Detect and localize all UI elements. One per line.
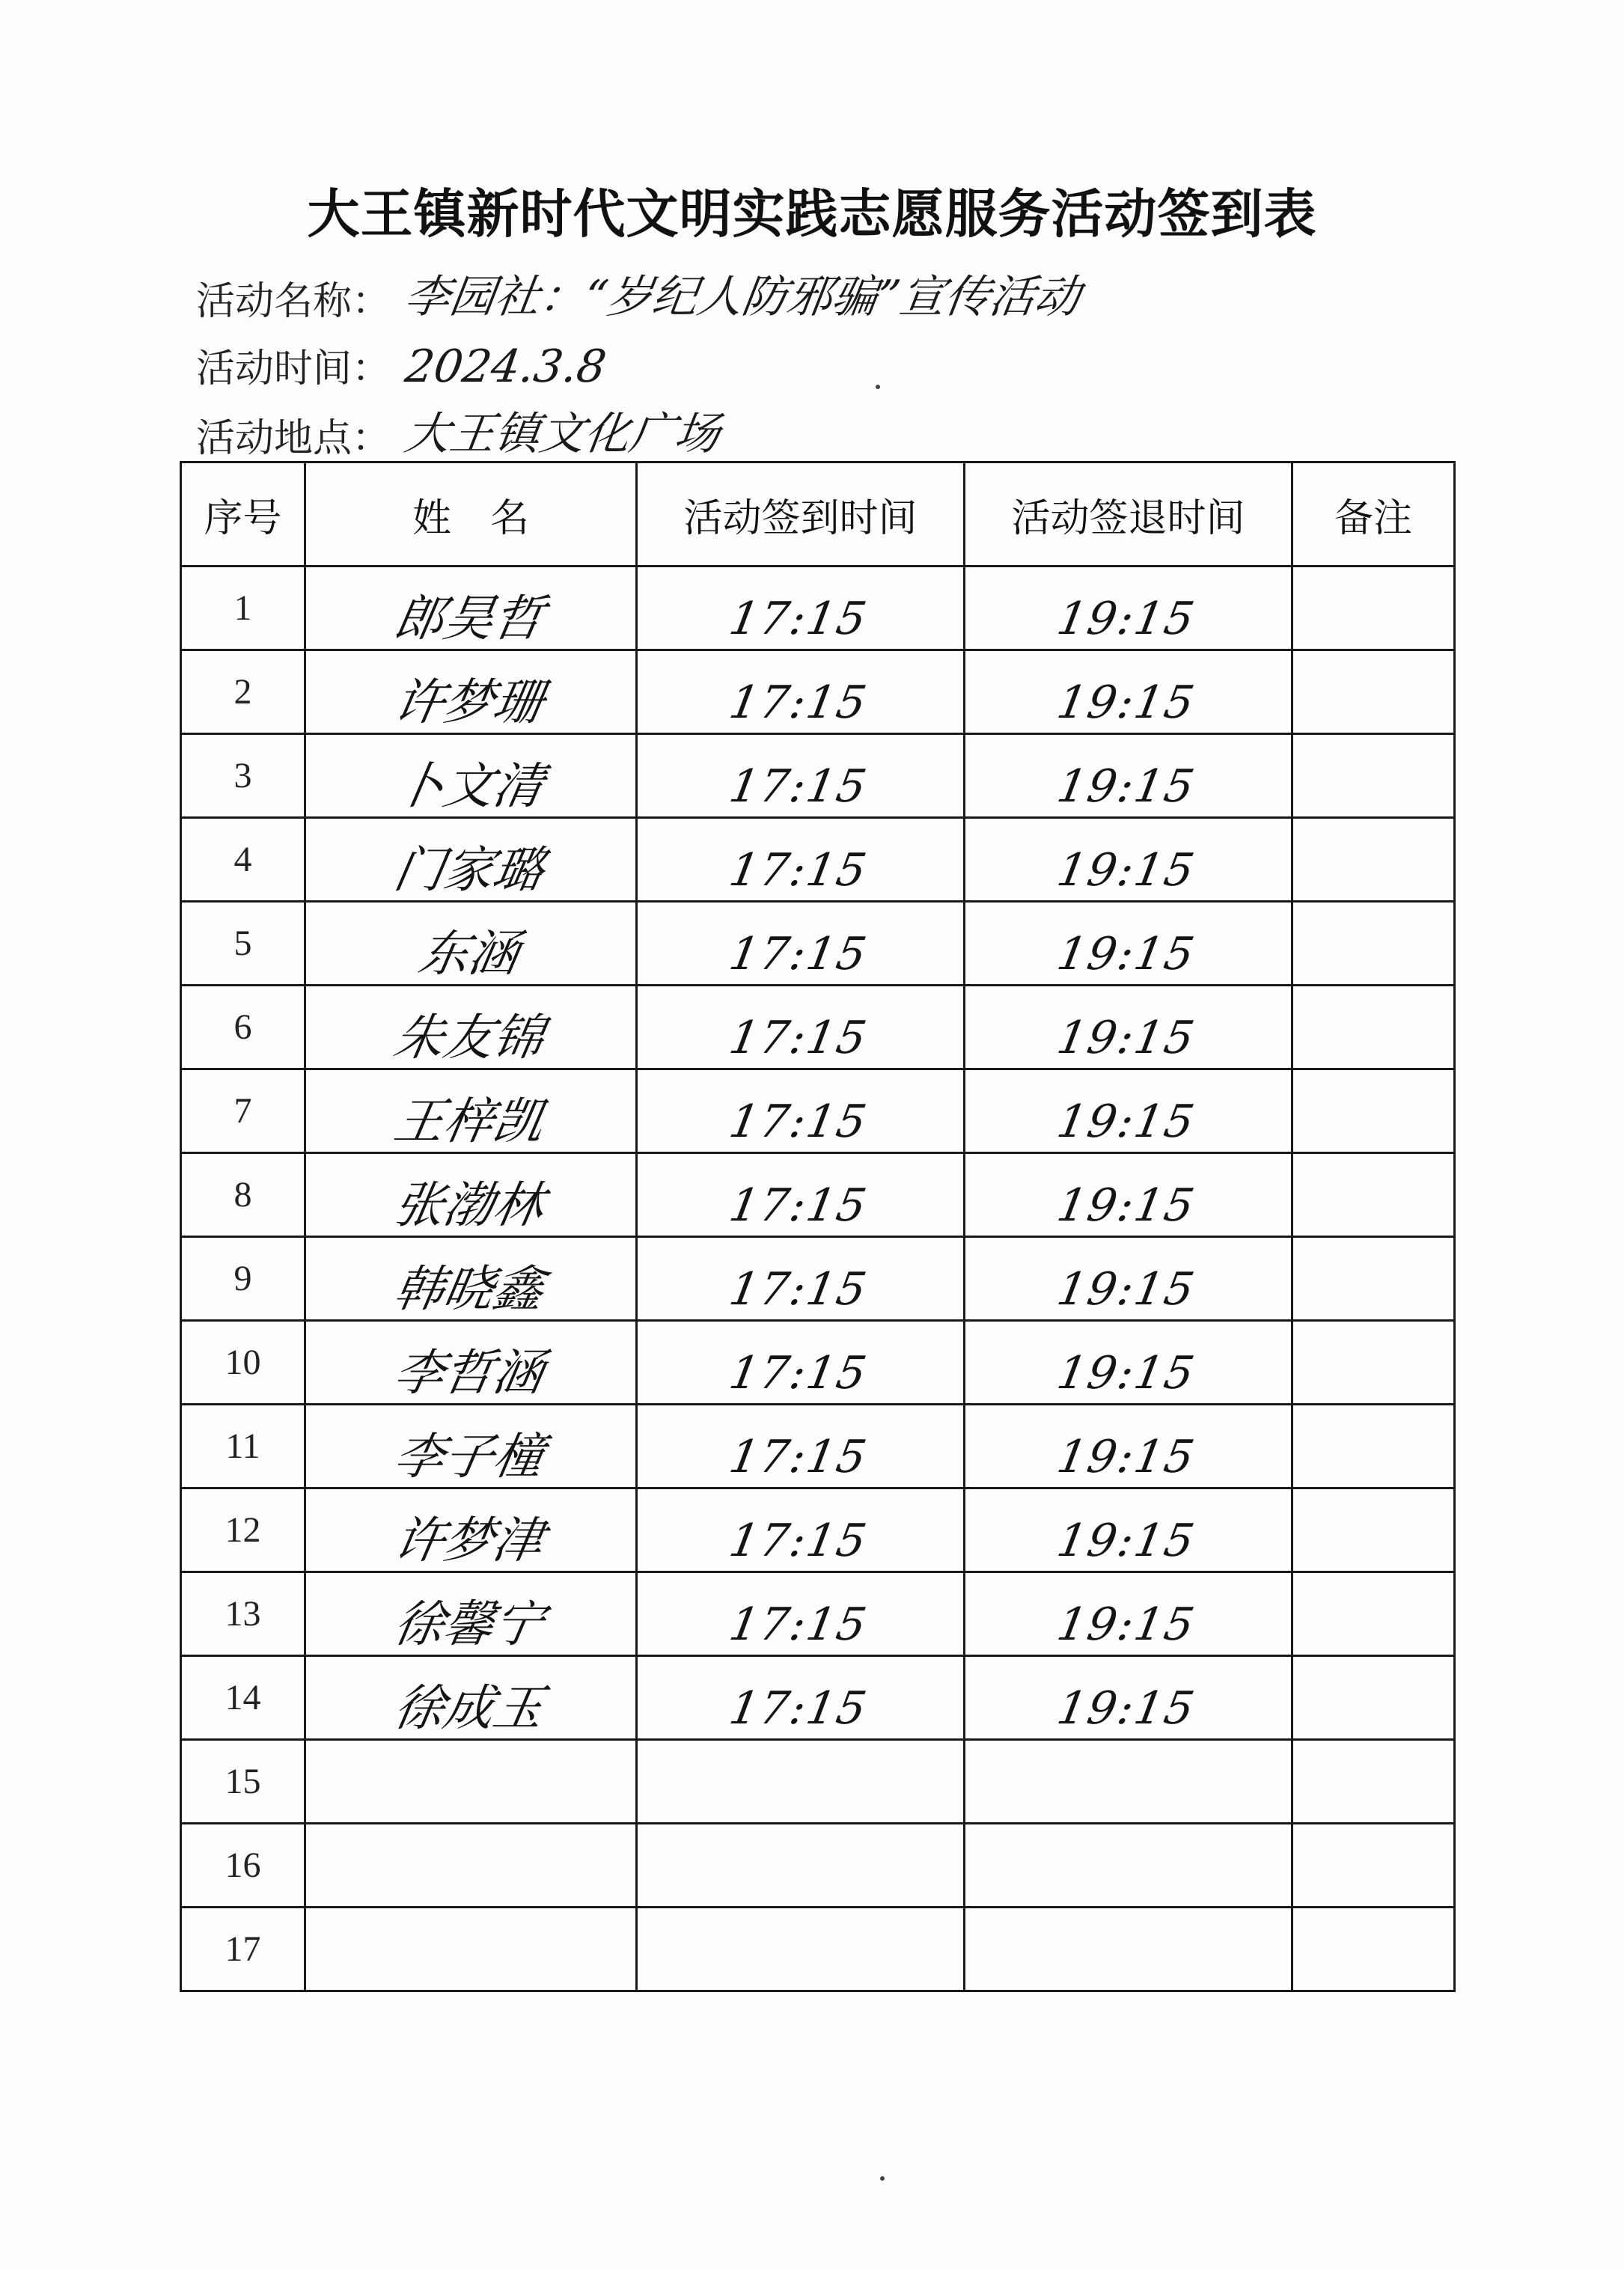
row-seq-cell — [181, 1405, 305, 1488]
row-checkout: 19:15 — [1053, 1346, 1200, 1399]
row-seq: 1 — [233, 588, 252, 628]
row-checkout: 19:15 — [1053, 1598, 1200, 1651]
row-name: 李子橦 — [389, 1428, 549, 1485]
row-checkout-cell — [965, 1488, 1292, 1572]
activity-name-label: 活动名称： — [196, 279, 391, 324]
row-seq: 9 — [233, 1259, 252, 1298]
row-checkin: 17:15 — [725, 1346, 872, 1399]
row-note-cell — [1292, 986, 1455, 1069]
row-seq-cell — [181, 818, 305, 902]
row-seq: 10 — [225, 1343, 261, 1382]
row-name-cell — [305, 902, 637, 986]
header-note: 备注 — [1292, 462, 1455, 567]
row-checkin-cell — [637, 1824, 965, 1908]
row-checkin-cell — [637, 1572, 965, 1656]
table-row — [181, 1824, 1455, 1908]
row-checkout: 19:15 — [1053, 592, 1200, 645]
row-checkin: 17:15 — [725, 1682, 872, 1735]
row-seq-cell — [181, 902, 305, 986]
table-row — [181, 734, 1455, 818]
row-name-cell — [305, 1572, 637, 1656]
row-name-cell — [305, 567, 637, 650]
row-name-cell — [305, 818, 637, 902]
row-checkout-cell — [965, 1908, 1292, 1991]
row-checkout-cell — [965, 1740, 1292, 1824]
row-checkin-cell — [637, 818, 965, 902]
row-seq-cell — [181, 1237, 305, 1321]
row-checkout-cell — [965, 1824, 1292, 1908]
row-name-cell — [305, 1656, 637, 1740]
row-checkout-cell — [965, 650, 1292, 734]
row-checkin-cell — [637, 1405, 965, 1488]
row-checkout-cell — [965, 1237, 1292, 1321]
row-note-cell — [1292, 1656, 1455, 1740]
row-checkin-cell — [637, 1488, 965, 1572]
row-seq: 15 — [225, 1762, 261, 1801]
row-name: 郎昊哲 — [389, 590, 549, 647]
row-note-cell — [1292, 1321, 1455, 1405]
row-checkout: 19:15 — [1053, 927, 1200, 980]
row-checkin: 17:15 — [725, 1598, 872, 1651]
row-seq: 5 — [233, 923, 252, 963]
row-note-cell — [1292, 1488, 1455, 1572]
row-checkin: 17:15 — [725, 1514, 872, 1567]
activity-name-value: 李园社：“岁纪人防邪骗”宣传活动 — [401, 271, 1084, 323]
row-name: 李哲涵 — [389, 1344, 549, 1402]
header-checkin: 活动签到时间 — [637, 462, 965, 567]
row-seq: 14 — [225, 1678, 261, 1717]
row-checkout-cell — [965, 1572, 1292, 1656]
row-name-cell — [305, 1740, 637, 1824]
header-seq: 序号 — [181, 462, 305, 567]
row-note-cell — [1292, 734, 1455, 818]
row-seq-cell — [181, 567, 305, 650]
row-note-cell — [1292, 1237, 1455, 1321]
activity-place-label: 活动地点： — [196, 416, 391, 461]
table-row — [181, 650, 1455, 734]
row-checkin-cell — [637, 1656, 965, 1740]
row-seq: 11 — [225, 1426, 260, 1466]
row-checkin-cell — [637, 902, 965, 986]
row-seq-cell — [181, 650, 305, 734]
table-body — [181, 567, 1455, 1991]
row-seq-cell — [181, 1069, 305, 1153]
row-seq: 4 — [233, 840, 252, 879]
row-name-cell — [305, 1908, 637, 1991]
row-note-cell — [1292, 1740, 1455, 1824]
activity-name-line — [196, 266, 1084, 326]
row-checkin-cell — [637, 1237, 965, 1321]
row-name-cell — [305, 734, 637, 818]
table-row — [181, 1405, 1455, 1488]
row-note-cell — [1292, 1908, 1455, 1991]
table-row — [181, 1656, 1455, 1740]
table-row — [181, 902, 1455, 986]
row-checkin: 17:15 — [725, 676, 872, 729]
row-seq-cell — [181, 1572, 305, 1656]
activity-time-value: 2024.3.8 — [402, 340, 610, 393]
table-row — [181, 1321, 1455, 1405]
row-name: 卜文清 — [389, 757, 549, 815]
row-checkout: 19:15 — [1053, 1430, 1200, 1483]
row-checkin: 17:15 — [725, 1011, 872, 1064]
row-checkout-cell — [965, 734, 1292, 818]
row-name: 门家璐 — [389, 841, 549, 899]
row-name-cell — [305, 1321, 637, 1405]
scan-speck — [880, 2176, 885, 2181]
row-note-cell — [1292, 1572, 1455, 1656]
header-name: 姓 名 — [305, 462, 637, 567]
row-note-cell — [1292, 650, 1455, 734]
row-name-cell — [305, 650, 637, 734]
row-name: 张渤林 — [389, 1176, 549, 1234]
row-checkin: 17:15 — [725, 592, 872, 645]
row-checkin-cell — [637, 734, 965, 818]
row-seq: 17 — [225, 1929, 261, 1969]
row-name: 许梦津 — [389, 1512, 549, 1569]
row-checkin-cell — [637, 1321, 965, 1405]
activity-place-value: 大王镇文化广场 — [401, 408, 724, 460]
table-header-row — [181, 462, 1455, 567]
row-note-cell — [1292, 1824, 1455, 1908]
row-checkout: 19:15 — [1053, 1514, 1200, 1567]
table-row — [181, 567, 1455, 650]
row-checkout-cell — [965, 1405, 1292, 1488]
row-checkout: 19:15 — [1053, 676, 1200, 729]
row-checkin-cell — [637, 1069, 965, 1153]
row-note-cell — [1292, 1153, 1455, 1237]
row-note-cell — [1292, 1405, 1455, 1488]
row-name-cell — [305, 1069, 637, 1153]
row-checkout: 19:15 — [1053, 1011, 1200, 1064]
table-row — [181, 1069, 1455, 1153]
row-name-cell — [305, 1824, 637, 1908]
row-name-cell — [305, 986, 637, 1069]
row-seq: 16 — [225, 1845, 261, 1885]
row-name: 朱友锦 — [389, 1009, 549, 1066]
row-checkin: 17:15 — [725, 927, 872, 980]
table-row — [181, 1153, 1455, 1237]
row-note-cell — [1292, 1069, 1455, 1153]
table-row — [181, 818, 1455, 902]
table-row — [181, 1488, 1455, 1572]
row-checkout-cell — [965, 1321, 1292, 1405]
sheet-title: 大王镇新时代文明实践志愿服务活动签到表 — [307, 183, 1317, 245]
activity-time-label: 活动时间： — [196, 346, 391, 391]
row-checkout-cell — [965, 1656, 1292, 1740]
row-checkin: 17:15 — [725, 1262, 872, 1316]
row-checkin: 17:15 — [725, 843, 872, 897]
row-seq-cell — [181, 986, 305, 1069]
row-checkin-cell — [637, 1740, 965, 1824]
row-checkin-cell — [637, 650, 965, 734]
row-seq-cell — [181, 1908, 305, 1991]
row-name: 许梦珊 — [389, 674, 549, 731]
scan-speck — [876, 385, 880, 389]
row-note-cell — [1292, 902, 1455, 986]
row-name-cell — [305, 1237, 637, 1321]
row-seq-cell — [181, 734, 305, 818]
row-name: 王梓凯 — [389, 1093, 549, 1150]
row-checkout: 19:15 — [1053, 1095, 1200, 1148]
row-seq: 2 — [233, 672, 252, 712]
row-name-cell — [305, 1153, 637, 1237]
row-checkin: 17:15 — [725, 1430, 872, 1483]
row-checkout-cell — [965, 986, 1292, 1069]
row-seq-cell — [181, 1656, 305, 1740]
row-checkout: 19:15 — [1053, 760, 1200, 813]
row-note-cell — [1292, 567, 1455, 650]
table-row — [181, 1572, 1455, 1656]
row-name-cell — [305, 1488, 637, 1572]
row-name: 东涵 — [414, 925, 524, 983]
row-seq: 3 — [233, 756, 252, 795]
row-seq: 13 — [225, 1594, 261, 1634]
row-checkin: 17:15 — [725, 760, 872, 813]
table-row — [181, 1237, 1455, 1321]
row-checkin: 17:15 — [725, 1095, 872, 1148]
row-seq: 8 — [233, 1175, 252, 1215]
row-seq-cell — [181, 1740, 305, 1824]
row-name: 徐馨宁 — [389, 1595, 549, 1653]
row-checkout: 19:15 — [1053, 1179, 1200, 1232]
row-name: 徐成玉 — [389, 1679, 549, 1737]
header-checkout: 活动签退时间 — [965, 462, 1292, 567]
row-seq: 6 — [233, 1007, 252, 1047]
row-checkin-cell — [637, 567, 965, 650]
row-seq-cell — [181, 1488, 305, 1572]
row-checkin-cell — [637, 1908, 965, 1991]
table-row — [181, 1740, 1455, 1824]
row-name-cell — [305, 1405, 637, 1488]
row-name: 韩晓鑫 — [389, 1260, 549, 1318]
row-seq: 12 — [225, 1510, 261, 1550]
row-checkin-cell — [637, 986, 965, 1069]
row-seq-cell — [181, 1824, 305, 1908]
row-checkout-cell — [965, 902, 1292, 986]
row-checkout: 19:15 — [1053, 1682, 1200, 1735]
row-checkout-cell — [965, 1153, 1292, 1237]
table-row — [181, 986, 1455, 1069]
row-checkout-cell — [965, 818, 1292, 902]
activity-time-line — [196, 333, 610, 393]
activity-place-line — [196, 403, 724, 462]
row-checkout: 19:15 — [1053, 843, 1200, 897]
sign-in-table — [180, 461, 1456, 1992]
table-row — [181, 1908, 1455, 1991]
row-seq: 7 — [233, 1091, 252, 1131]
row-checkin-cell — [637, 1153, 965, 1237]
row-checkout-cell — [965, 567, 1292, 650]
row-seq-cell — [181, 1153, 305, 1237]
row-checkin: 17:15 — [725, 1179, 872, 1232]
row-seq-cell — [181, 1321, 305, 1405]
row-note-cell — [1292, 818, 1455, 902]
row-checkout: 19:15 — [1053, 1262, 1200, 1316]
row-checkout-cell — [965, 1069, 1292, 1153]
